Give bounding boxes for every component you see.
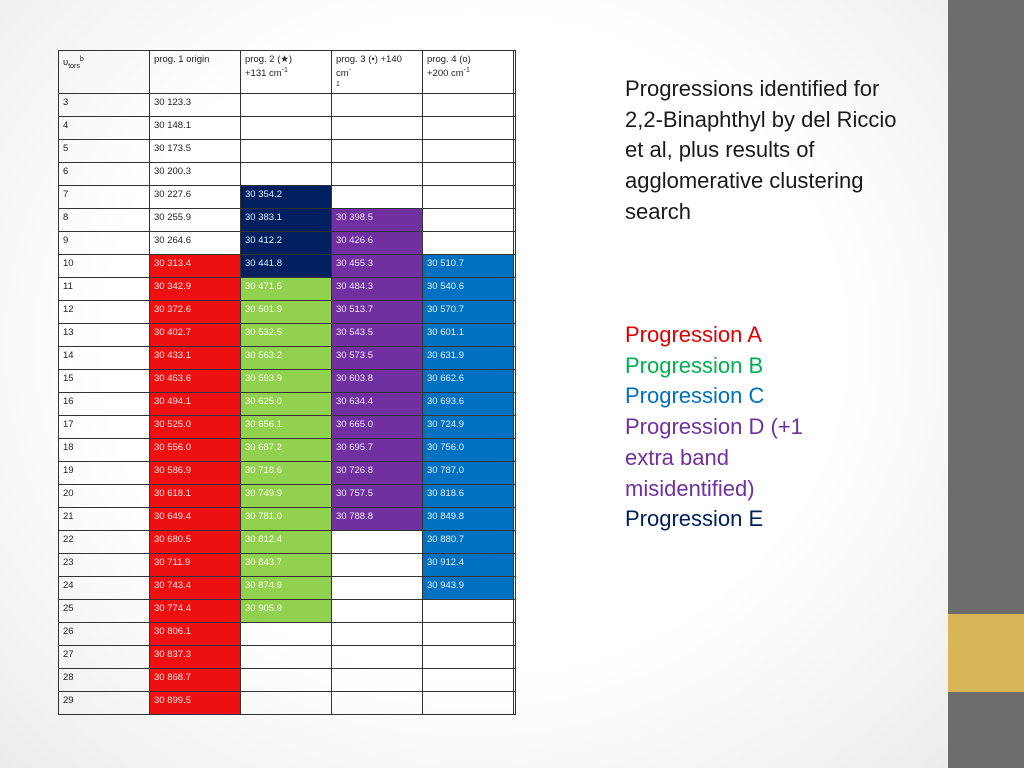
- prog1-cell: 30 711.9: [150, 554, 241, 577]
- prog4-cell: [423, 209, 514, 232]
- prog1-cell: 30 123.3: [150, 94, 241, 117]
- legend-progression-c: Progression C: [625, 383, 765, 409]
- header-prog2: prog. 2 (★) +131 $cm^{-1}$: [241, 51, 332, 94]
- prog2-cell: 30 718.6: [241, 462, 332, 485]
- vtors-cell: 26: [59, 623, 150, 646]
- vtors-cell: 18: [59, 439, 150, 462]
- table-edge: [514, 324, 516, 347]
- table-row: [59, 531, 516, 554]
- prog1-cell: 30 899.5: [150, 692, 241, 715]
- prog2-cell: [241, 163, 332, 186]
- prog4-cell: 30 880.7: [423, 531, 514, 554]
- table-edge: [514, 439, 516, 462]
- prog4-cell: 30 510.7: [423, 255, 514, 278]
- table-edge: [514, 51, 516, 94]
- prog3-cell: [332, 531, 423, 554]
- prog1-cell: 30 227.6: [150, 186, 241, 209]
- prog3-cell: [332, 140, 423, 163]
- vtors-cell: 29: [59, 692, 150, 715]
- prog1-cell: 30 372.6: [150, 301, 241, 324]
- table-edge: [514, 232, 516, 255]
- prog2-cell: [241, 117, 332, 140]
- table-edge: [514, 140, 516, 163]
- vtors-cell: 3: [59, 94, 150, 117]
- prog2-cell: 30 656.1: [241, 416, 332, 439]
- prog1-cell: 30 649.4: [150, 508, 241, 531]
- table-edge: [514, 485, 516, 508]
- prog3-cell: 30 726.8: [332, 462, 423, 485]
- prog3-cell: 30 573.5: [332, 347, 423, 370]
- prog4-cell: 30 662.6: [423, 370, 514, 393]
- vtors-cell: 20: [59, 485, 150, 508]
- vtors-cell: 16: [59, 393, 150, 416]
- prog1-cell: 30 433.1: [150, 347, 241, 370]
- prog3-cell: [332, 623, 423, 646]
- table-row: [59, 554, 516, 577]
- prog4-cell: 30 631.9: [423, 347, 514, 370]
- table-edge: [514, 209, 516, 232]
- prog1-cell: 30 200.3: [150, 163, 241, 186]
- table-row: [59, 600, 516, 623]
- vtors-cell: 22: [59, 531, 150, 554]
- prog3-cell: 30 603.8: [332, 370, 423, 393]
- table-edge: [514, 347, 516, 370]
- prog3-cell: 30 665.0: [332, 416, 423, 439]
- prog4-cell: 30 724.9: [423, 416, 514, 439]
- prog2-cell: [241, 646, 332, 669]
- vtors-cell: 9: [59, 232, 150, 255]
- table-edge: [514, 646, 516, 669]
- prog2-cell: 30 354.2: [241, 186, 332, 209]
- vtors-cell: 5: [59, 140, 150, 163]
- prog1-cell: 30 556.0: [150, 439, 241, 462]
- table-edge: [514, 117, 516, 140]
- table-edge: [514, 94, 516, 117]
- prog4-cell: [423, 669, 514, 692]
- table-row: [59, 232, 516, 255]
- vtors-cell: 17: [59, 416, 150, 439]
- table-edge: [514, 600, 516, 623]
- prog4-cell: 30 693.6: [423, 393, 514, 416]
- legend-progression-b: Progression B: [625, 352, 764, 378]
- prog4-cell: 30 756.0: [423, 439, 514, 462]
- table-edge: [514, 278, 516, 301]
- prog1-cell: 30 525.0: [150, 416, 241, 439]
- table-edge: [514, 669, 516, 692]
- prog1-cell: 30 743.4: [150, 577, 241, 600]
- prog4-cell: [423, 232, 514, 255]
- prog2-cell: [241, 623, 332, 646]
- prog2-cell: 30 781.0: [241, 508, 332, 531]
- table-row: [59, 186, 516, 209]
- prog4-cell: [423, 623, 514, 646]
- prog1-cell: 30 806.1: [150, 623, 241, 646]
- table-row: [59, 508, 516, 531]
- prog4-cell: 30 787.0: [423, 462, 514, 485]
- prog4-cell: [423, 94, 514, 117]
- prog4-cell: 30 943.9: [423, 577, 514, 600]
- prog1-cell: 30 173.5: [150, 140, 241, 163]
- vtors-cell: 13: [59, 324, 150, 347]
- legend-progression-d-line: Progression D (+1: [625, 414, 803, 440]
- prog1-cell: 30 148.1: [150, 117, 241, 140]
- prog2-cell: [241, 94, 332, 117]
- table-row: [59, 255, 516, 278]
- header-prog3: prog. 3 (•) +140 cm- $^1$: [332, 51, 423, 94]
- table-edge: [514, 577, 516, 600]
- legend-progression-d: [625, 412, 925, 504]
- table-row: [59, 370, 516, 393]
- prog3-cell: 30 543.5: [332, 324, 423, 347]
- prog4-cell: 30 601.1: [423, 324, 514, 347]
- prog1-cell: 30 680.5: [150, 531, 241, 554]
- prog2-cell: [241, 692, 332, 715]
- prog2-cell: [241, 140, 332, 163]
- vtors-cell: 6: [59, 163, 150, 186]
- prog4-cell: [423, 140, 514, 163]
- prog2-cell: 30 749.9: [241, 485, 332, 508]
- table-row: [59, 209, 516, 232]
- prog2-cell: 30 563.2: [241, 347, 332, 370]
- prog3-cell: [332, 646, 423, 669]
- table-row: [59, 462, 516, 485]
- prog3-cell: [332, 600, 423, 623]
- table-row: [59, 485, 516, 508]
- table-row: [59, 692, 516, 715]
- prog3-cell: 30 513.7: [332, 301, 423, 324]
- table-row: [59, 324, 516, 347]
- table-row: [59, 163, 516, 186]
- prog1-cell: 30 868.7: [150, 669, 241, 692]
- vtors-cell: 28: [59, 669, 150, 692]
- table-row: [59, 347, 516, 370]
- vtors-cell: 7: [59, 186, 150, 209]
- table-edge: [514, 255, 516, 278]
- progression-legend: [625, 320, 925, 535]
- legend-progression-e: Progression E: [625, 506, 764, 532]
- table-row: [59, 439, 516, 462]
- vtors-cell: 27: [59, 646, 150, 669]
- prog2-cell: [241, 669, 332, 692]
- prog4-cell: [423, 163, 514, 186]
- table-edge: [514, 393, 516, 416]
- progression-table: [58, 50, 516, 715]
- prog2-cell: 30 625.0: [241, 393, 332, 416]
- prog4-cell: 30 540.6: [423, 278, 514, 301]
- table-edge: [514, 186, 516, 209]
- table-edge: [514, 416, 516, 439]
- prog3-cell: 30 788.8: [332, 508, 423, 531]
- prog3-cell: 30 426.6: [332, 232, 423, 255]
- table-edge: [514, 462, 516, 485]
- prog1-cell: 30 463.6: [150, 370, 241, 393]
- prog1-cell: 30 264.6: [150, 232, 241, 255]
- prog3-cell: 30 455.3: [332, 255, 423, 278]
- table-edge: [514, 692, 516, 715]
- prog3-cell: 30 634.4: [332, 393, 423, 416]
- prog1-cell: 30 313.4: [150, 255, 241, 278]
- prog3-cell: [332, 163, 423, 186]
- header-prog1: prog. 1 origin: [150, 51, 241, 94]
- prog4-cell: 30 570.7: [423, 301, 514, 324]
- vtors-cell: 24: [59, 577, 150, 600]
- table-row: [59, 117, 516, 140]
- prog3-cell: [332, 117, 423, 140]
- prog3-cell: 30 484.3: [332, 278, 423, 301]
- legend-progression-a: Progression A: [625, 322, 762, 347]
- table-row: [59, 140, 516, 163]
- table-body: [59, 94, 516, 715]
- legend-progression-d-line: extra band: [625, 444, 729, 470]
- prog3-cell: [332, 94, 423, 117]
- table-row: [59, 669, 516, 692]
- prog2-cell: 30 843.7: [241, 554, 332, 577]
- prog4-cell: [423, 186, 514, 209]
- vtors-cell: 25: [59, 600, 150, 623]
- table-edge: [514, 531, 516, 554]
- vtors-cell: 14: [59, 347, 150, 370]
- prog4-cell: [423, 600, 514, 623]
- table-edge: [514, 301, 516, 324]
- prog1-cell: 30 255.9: [150, 209, 241, 232]
- vtors-cell: 21: [59, 508, 150, 531]
- prog3-cell: 30 695.7: [332, 439, 423, 462]
- prog2-cell: 30 593.9: [241, 370, 332, 393]
- table-row: [59, 416, 516, 439]
- vtors-cell: 10: [59, 255, 150, 278]
- table-row: [59, 278, 516, 301]
- prog2-cell: 30 532.5: [241, 324, 332, 347]
- prog4-cell: 30 849.8: [423, 508, 514, 531]
- prog1-cell: 30 402.7: [150, 324, 241, 347]
- prog3-cell: [332, 669, 423, 692]
- header-vtors: $\upsilon_{tors}^b$: [59, 51, 150, 94]
- slide-caption: Progressions identified for 2,2-Binaphthyl by del Riccio et al, plus results of agglomerative clustering search: [625, 76, 897, 224]
- table-header-row: [59, 51, 516, 94]
- prog3-cell: 30 757.5: [332, 485, 423, 508]
- table-edge: [514, 163, 516, 186]
- sidebar-accent-block: [948, 614, 1024, 692]
- prog3-cell: [332, 577, 423, 600]
- prog2-cell: 30 812.4: [241, 531, 332, 554]
- vtors-cell: 19: [59, 462, 150, 485]
- header-prog4: prog. 4 (o) +200 $cm^{-1}$: [423, 51, 514, 94]
- prog1-cell: 30 586.9: [150, 462, 241, 485]
- prog2-cell: 30 501.9: [241, 301, 332, 324]
- vtors-cell: 11: [59, 278, 150, 301]
- vtors-cell: 23: [59, 554, 150, 577]
- vtors-cell: 15: [59, 370, 150, 393]
- prog1-cell: 30 494.1: [150, 393, 241, 416]
- prog1-cell: 30 837.3: [150, 646, 241, 669]
- prog2-cell: 30 687.2: [241, 439, 332, 462]
- table-edge: [514, 554, 516, 577]
- prog2-cell: 30 441.8: [241, 255, 332, 278]
- vtors-cell: 8: [59, 209, 150, 232]
- prog2-cell: 30 874.9: [241, 577, 332, 600]
- table-row: [59, 646, 516, 669]
- prog3-cell: [332, 692, 423, 715]
- prog1-cell: 30 342.9: [150, 278, 241, 301]
- prog1-cell: 30 774.4: [150, 600, 241, 623]
- prog4-cell: 30 818.6: [423, 485, 514, 508]
- prog4-cell: 30 912.4: [423, 554, 514, 577]
- table-row: [59, 94, 516, 117]
- prog2-cell: 30 905.9: [241, 600, 332, 623]
- prog3-cell: 30 398.5: [332, 209, 423, 232]
- vtors-cell: 12: [59, 301, 150, 324]
- table-row: [59, 301, 516, 324]
- prog4-cell: [423, 646, 514, 669]
- table-row: [59, 393, 516, 416]
- prog2-cell: 30 412.2: [241, 232, 332, 255]
- table-edge: [514, 508, 516, 531]
- table-row: [59, 623, 516, 646]
- prog3-cell: [332, 554, 423, 577]
- vtors-cell: 4: [59, 117, 150, 140]
- prog2-cell: 30 471.5: [241, 278, 332, 301]
- prog3-cell: [332, 186, 423, 209]
- table-edge: [514, 623, 516, 646]
- table-edge: [514, 370, 516, 393]
- prog2-cell: 30 383.1: [241, 209, 332, 232]
- prog1-cell: 30 618.1: [150, 485, 241, 508]
- legend-progression-d-line: misidentified): [625, 475, 755, 501]
- prog4-cell: [423, 117, 514, 140]
- prog4-cell: [423, 692, 514, 715]
- table-row: [59, 577, 516, 600]
